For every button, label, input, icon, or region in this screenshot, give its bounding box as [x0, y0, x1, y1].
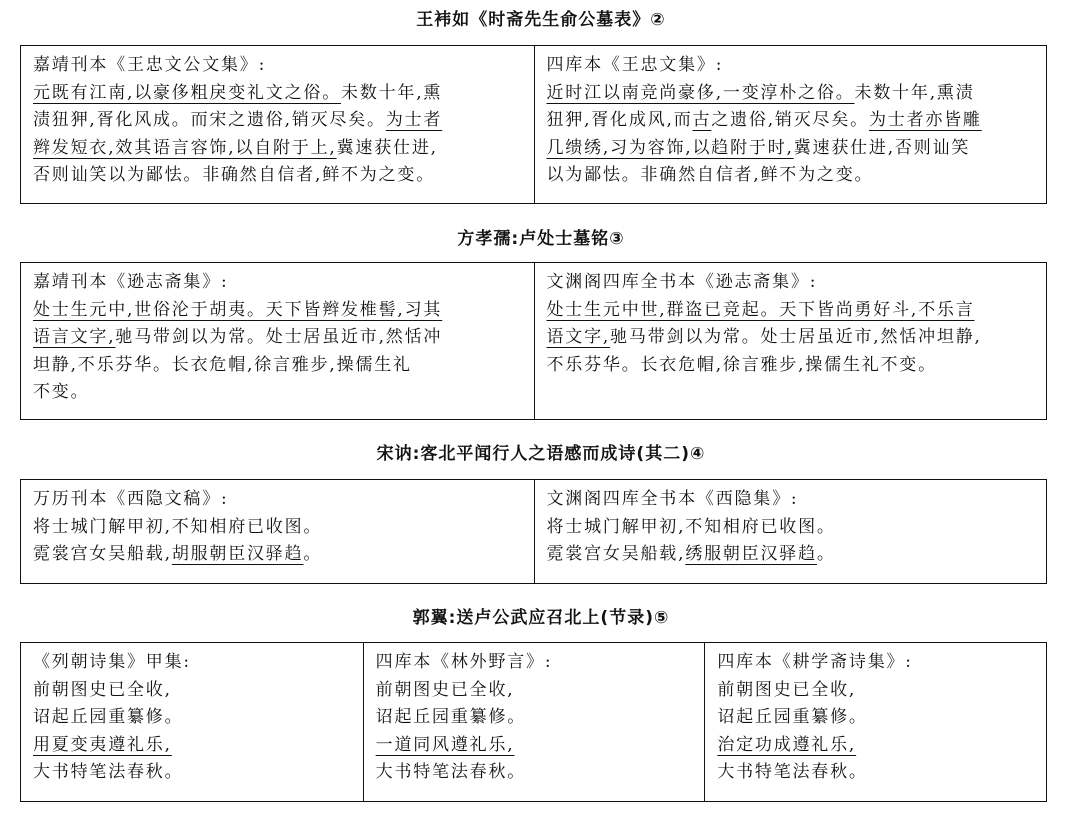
- text-line: [717, 677, 1034, 705]
- text-segment: 冀速获仕进,否则讪笑: [793, 137, 971, 158]
- text-line: [33, 677, 351, 705]
- source-label: 《列朝诗集》甲集:: [33, 652, 191, 672]
- text-line: [33, 297, 522, 325]
- underlined-phrase: 近时江以南竞尚豪侈,一变淳朴之俗。: [546, 82, 855, 103]
- text-segment: 大书特笔法春秋。: [33, 762, 184, 782]
- underlined-phrase: 用夏变夷遵礼乐,: [33, 734, 172, 755]
- text-line: [33, 541, 522, 569]
- section-3-column-1: [21, 480, 534, 583]
- text-line: [547, 135, 1035, 163]
- section-4-column-3: [704, 643, 1046, 801]
- text-line: [547, 324, 1035, 352]
- text-line: [33, 352, 522, 380]
- text-segment: 不乐芬华。长衣危帽,徐言雅步,操儒生礼不变。: [546, 354, 937, 375]
- source-label: 文渊阁四库全书本《西隐集》:: [546, 489, 799, 509]
- text-segment: 。: [816, 544, 836, 564]
- underlined-phrase: 一道同风遵礼乐,: [375, 734, 515, 755]
- text-line: [33, 759, 351, 787]
- text-segment: 未数十年,熏渍: [854, 82, 975, 103]
- text-line: [33, 379, 522, 407]
- text-line: [547, 107, 1035, 135]
- section-3-column-2: [534, 480, 1047, 583]
- section-1-title: 王袆如《时斋先生俞公墓表》②: [416, 10, 666, 30]
- underlined-phrase: 古: [692, 110, 712, 130]
- text-segment: 之遗俗,销灭尽矣。: [711, 110, 869, 130]
- text-segment: 诏起丘园重纂修。: [717, 707, 868, 727]
- source-label: 万历刊本《西隐文稿》:: [33, 489, 229, 509]
- source-label: 文渊阁四库全书本《逊志斋集》:: [546, 272, 818, 292]
- underlined-phrase: 语文字,: [546, 327, 611, 347]
- text-segment: 未数十年,熏: [341, 82, 443, 103]
- text-segment: 坦静,不乐芬华。长衣危帽,徐言雅步,操儒生礼: [33, 354, 412, 375]
- source-label: 嘉靖刊本《逊志斋集》:: [33, 272, 229, 292]
- text-line: [547, 541, 1035, 569]
- underlined-phrase: 辫发短衣,效其语言容饰,以自附于上,: [33, 137, 337, 158]
- text-line: [376, 759, 693, 787]
- source-label: 四库本《王忠文集》:: [546, 55, 724, 75]
- underlined-phrase: 绣服朝臣汉驿趋: [685, 544, 817, 564]
- text-line: [33, 162, 522, 190]
- underlined-phrase: 为士者亦皆雕: [868, 110, 982, 130]
- section-1-column-1: [21, 46, 534, 203]
- text-segment: 冀速获仕进,: [336, 137, 438, 158]
- section-4-column-2: [363, 643, 705, 801]
- section-2-column-1: [21, 263, 534, 419]
- text-segment: 大书特笔法春秋。: [717, 762, 868, 782]
- text-line: [376, 704, 693, 732]
- text-segment: 霓裳宫女吴船载,: [546, 544, 686, 564]
- text-segment: 驰马带剑以为常。处士居虽近市,然恬冲坦静,: [610, 327, 982, 347]
- section-2-column-2: [534, 263, 1047, 419]
- text-line: [547, 297, 1035, 325]
- text-line: [33, 80, 522, 108]
- text-line: [33, 704, 351, 732]
- section-4-column-1: [21, 643, 363, 801]
- text-line: [547, 514, 1035, 542]
- underlined-phrase: 处士生元中世,群盗已竞起。天下皆尚勇好斗,不乐言: [546, 299, 975, 320]
- text-segment: 前朝图史已全收,: [375, 679, 515, 700]
- section-4-table: [20, 642, 1047, 802]
- text-line: [33, 135, 522, 163]
- text-line: [33, 732, 351, 760]
- text-segment: 大书特笔法春秋。: [375, 762, 527, 782]
- source-label: 四库本《耕学斋诗集》:: [717, 652, 913, 672]
- section-1-table: [20, 45, 1047, 204]
- text-segment: 将士城门解甲初,不知相府已收图。: [33, 516, 323, 537]
- text-segment: 狃狎,胥化成风,而: [546, 110, 693, 130]
- underlined-phrase: 治定功成遵礼乐,: [717, 734, 857, 755]
- text-line: [376, 732, 693, 760]
- text-line: [33, 324, 522, 352]
- section-4-title: 郭翼:送卢公武应召北上(节录)⑤: [412, 608, 670, 628]
- text-segment: 前朝图史已全收,: [717, 679, 857, 700]
- underlined-phrase: 元既有江南,以豪侈粗戾变礼文之俗。: [33, 82, 342, 103]
- text-segment: 以为鄙怯。非确然自信者,鲜不为之变。: [546, 165, 874, 185]
- text-line: [33, 514, 522, 542]
- text-segment: 否则讪笑以为鄙怯。非确然自信者,鲜不为之变。: [33, 165, 436, 185]
- text-segment: 霓裳宫女吴船载,: [33, 544, 172, 564]
- text-line: [33, 107, 522, 135]
- section-3-table: [20, 479, 1047, 584]
- section-3-title: 宋讷:客北平闻行人之语感而成诗(其二)④: [376, 444, 706, 464]
- text-segment: 不变。: [33, 382, 90, 402]
- underlined-phrase: 几缋绣,习为容饰,以趋附于时,: [546, 137, 794, 158]
- text-line: [547, 352, 1035, 380]
- text-line: [547, 162, 1035, 190]
- section-2-table: [20, 262, 1047, 420]
- text-segment: 驰马带剑以为常。处士居虽近市,然恬冲: [115, 327, 443, 347]
- text-segment: 将士城门解甲初,不知相府已收图。: [546, 516, 836, 537]
- text-line: [376, 677, 693, 705]
- text-segment: 。: [303, 544, 323, 564]
- underlined-phrase: 为士者: [385, 110, 443, 130]
- text-segment: 诏起丘园重纂修。: [375, 707, 527, 727]
- underlined-phrase: 语言文字,: [33, 327, 116, 347]
- underlined-phrase: 处士生元中,世俗沦于胡夷。天下皆辫发椎髻,习其: [33, 299, 443, 320]
- source-label: 四库本《林外野言》:: [375, 652, 553, 672]
- text-line: [717, 759, 1034, 787]
- text-line: [717, 732, 1034, 760]
- text-segment: 诏起丘园重纂修。: [33, 707, 184, 727]
- source-label: 嘉靖刊本《王忠文公文集》:: [33, 55, 267, 75]
- section-2-title: 方孝孺:卢处士墓铭③: [457, 229, 625, 249]
- text-line: [717, 704, 1034, 732]
- text-line: [547, 80, 1035, 108]
- section-1-column-2: [534, 46, 1047, 203]
- text-segment: 前朝图史已全收,: [33, 679, 172, 700]
- underlined-phrase: 胡服朝臣汉驿趋: [171, 544, 304, 564]
- text-segment: 渍狃狎,胥化风成。而宋之遗俗,销灭尽矣。: [33, 110, 386, 130]
